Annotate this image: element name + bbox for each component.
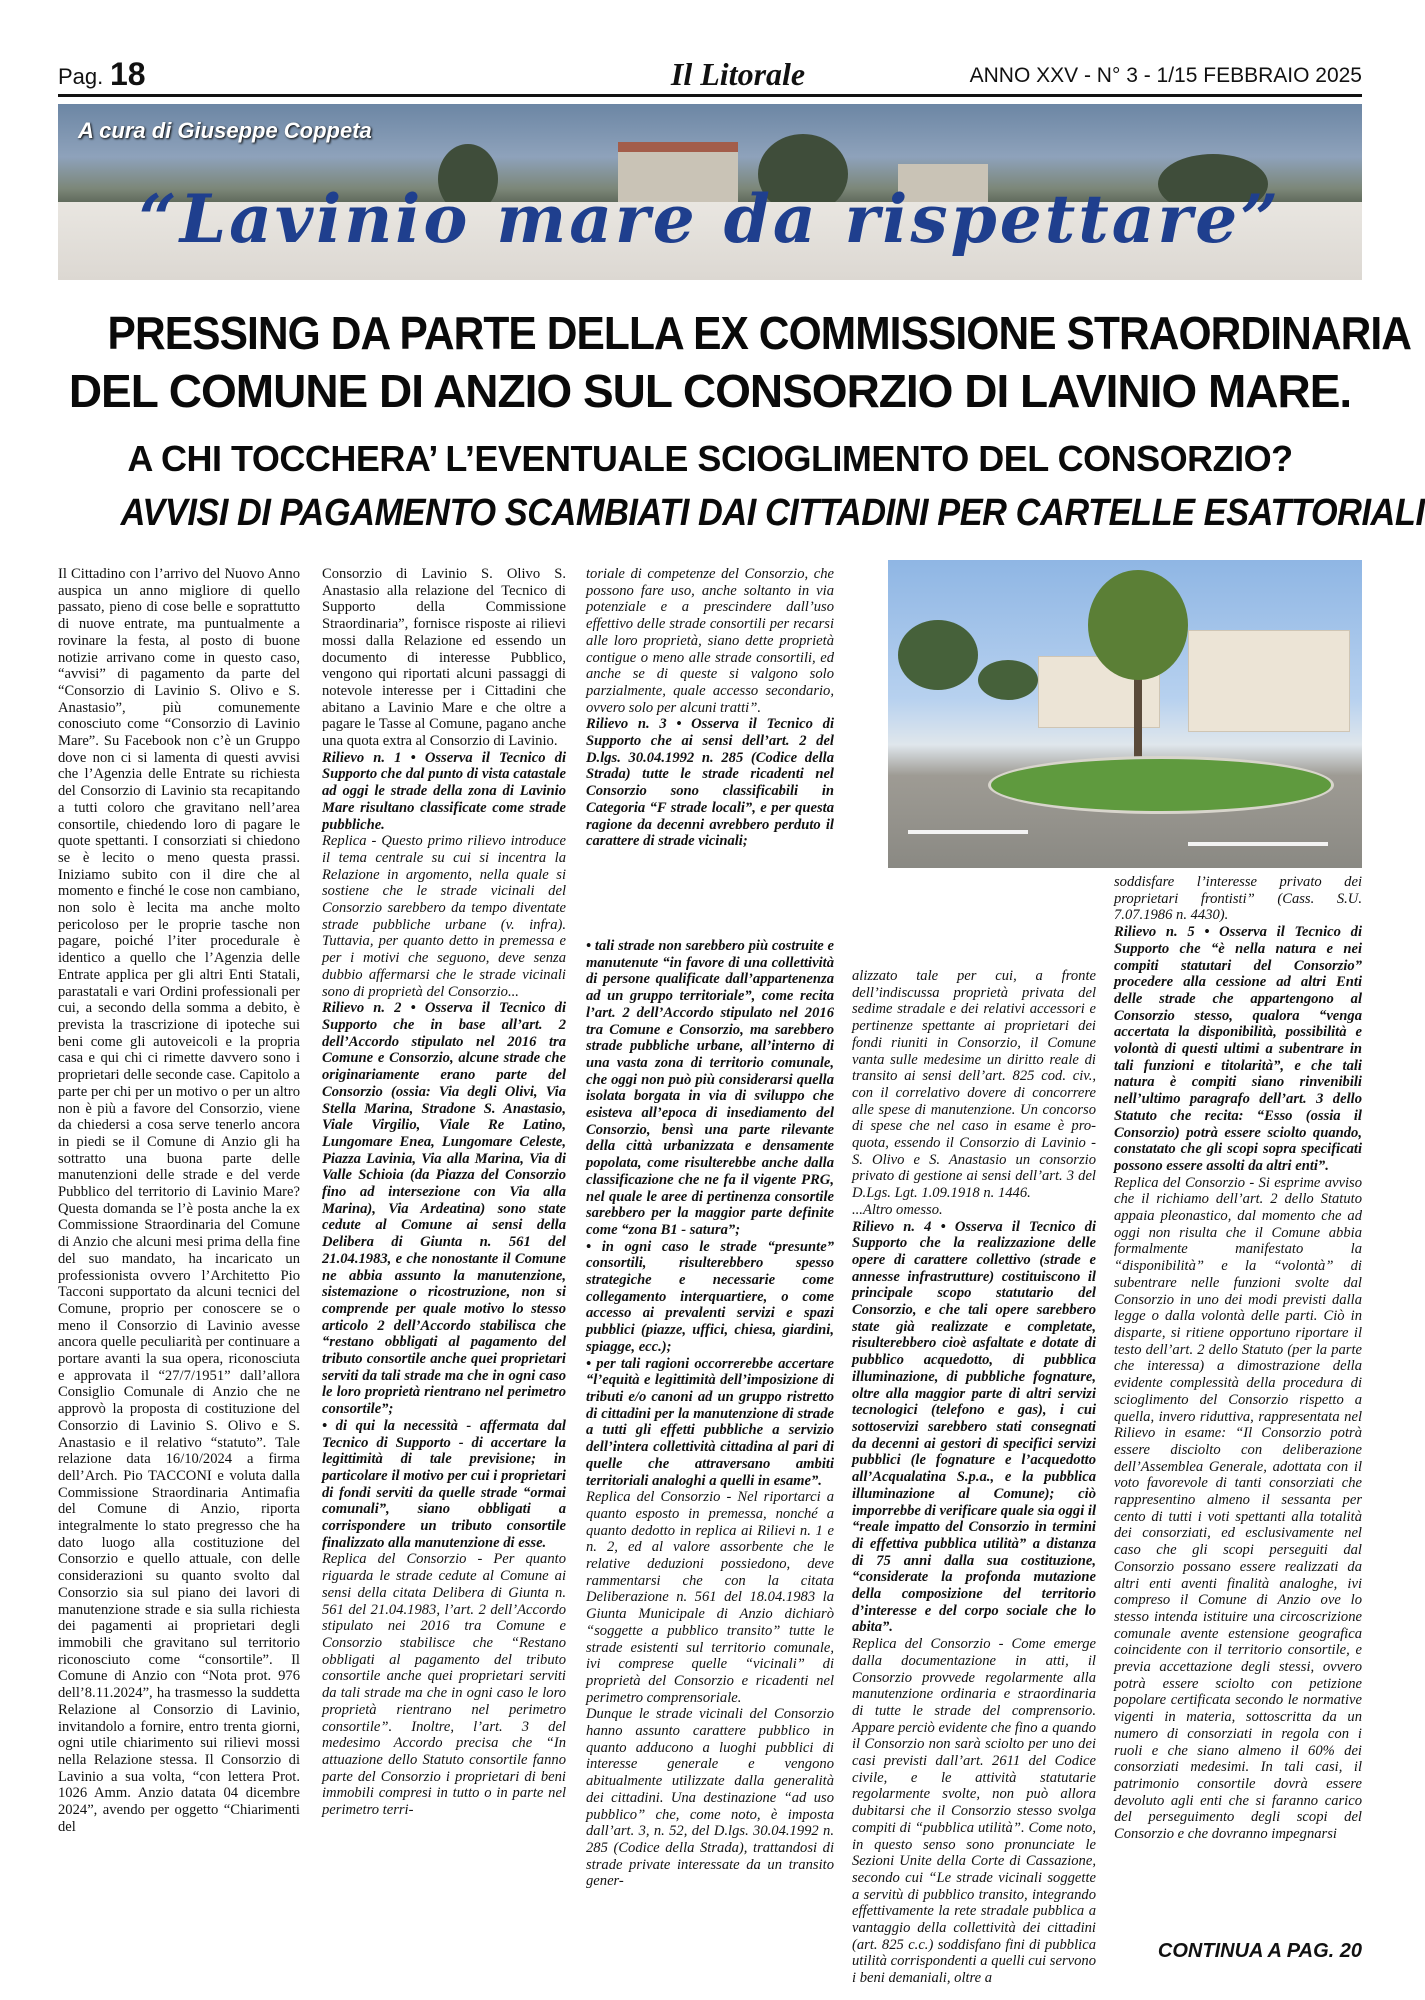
- rilievo-5: Rilievo n. 5 • Osserva il Tecnico di Supporto che “è nella natura e nei compiti statutari del Consorzio” procedere alla cessione ad altri Enti delle strade che appartengono al Consorzio stesso, qualora “venga accertata la disponibilità, possibilità e volontà di questi ultimi a subentrare in tali funzioni e titolarità”, e che tali natura è compiti siano rinvenibili nell’ultimo paragrafo dell’art. 3 dello Statuto che recita: “Esso (ossia il Consorzio) potrà essere sciolto quando, constatato che gli scopi sopra specificati possono essere assolti da altri enti”.: [1114, 924, 1362, 1174]
- rilievo-1: Rilievo n. 1 • Osserva il Tecnico di Supporto che dal punto di vista catastale ad oggi le strade della zona di Lavinio Mare risultano classificate come strade pubbliche.: [322, 749, 566, 833]
- paragraph: toriale di competenze del Consorzio, che possono fare uso, anche soltanto in via potenziale e a prescindere dall’uso effettivo delle strade consortili per recarsi alle loro proprietà, siano dette proprietà contigue o meno alle strade consortili, ed anche se di queste si valgono solo parzialmente, quale accesso secondario, ovvero solo per alcuni tratti”.: [586, 566, 834, 716]
- road-marking-icon: [1188, 842, 1328, 846]
- paragraph: soddisfare l’interesse privato dei proprietari frontisti” (Cass. S.U. 7.07.1986 n. 4430).: [1114, 874, 1362, 924]
- headline-line-1: PRESSING DA PARTE DELLA EX COMMISSIONE STRAORDINARIA: [107, 307, 1412, 359]
- replica-2: Replica del Consorzio - Per quanto riguarda le strade cedute al Comune ai sensi della citata Delibera di Giunta n. 561 del 21.04.1983, l’art. 2 dell’Accordo stipulato nei 2016 tra Comune e Consorzio stabilisce che “Restano obbligati al pagamento del tributo consortile anche quei proprietari serviti da tali strade ma che in ogni caso le loro proprietà rientrano nel perimetro consortile”. Inoltre, l’art. 3 del medesimo Accordo precisa che “In attuazione dello Statuto consortile fanno parte del Consorzio i proprietari di beni immobili compresi in tutto o in parte nel perimetro terri-: [322, 1551, 566, 1819]
- omission-note: ...Altro omesso.: [852, 1201, 943, 1218]
- replica-5: Replica del Consorzio - Si esprime avviso che il richiamo dell’art. 2 dello Statuto appaia pleonastico, dal momento che ad oggi non risulta che il Comune abbia formalmente manifestato la “disponibilità” e la “volontà” di subentrare nelle funzioni svolte dal Consorzio in uno dei modi previsti dalla legge o dalla volontà delle parti. Ciò in disparte, si ritiene opportuno riportare il testo dell’art. 2 dello Statuto (per la parte che interessa) a dimostrazione della evidente complessità della procedura di scioglimento del Consorzio rispetto a quella, invero riduttiva, rappresentata nel Rilievo in esame: “Il Consorzio potrà essere disciolto con deliberazione dell’Assemblea Generale, adottata con il voto favorevole di tanti consorziati che rappresentino almeno il sessanta per cento di tutti i voti spettanti alla totalità dei consorziati, ed esclusivamente nel caso che gli scopi perseguiti dal Consorzio possano essere realizzati da altri enti aventi finalità analoghe, ivi compreso il Comune di Anzio ove lo stesso intenda istituire una circoscrizione comunale avente estensione geografica coincidente con il territorio consortile, e previa accettazione degli stessi, ovvero potrà essere sciolto con petizione popolare certificata secondo le normative vigenti in materia, sottoscritta da un numero di consorziati in regola con i ruoli e che siano almeno il 60% dei consorziati medesimi. In tali casi, il patrimonio consortile dovrà essere devoluto agli enti che si faranno carico del perseguimento degli scopi del Consorzio e che dovranno impegnarsi: [1114, 1174, 1362, 1843]
- article-column-4: [852, 968, 1097, 1987]
- road-marking-icon: [908, 830, 1028, 834]
- replica-3: Replica del Consorzio - Nel riportarci a quanto esposto in premessa, nonché a quanto dedotto in replica ai Rilievi n. 1 e n. 2, ed al valore assorbente che le relative deduzioni possiedono, deve rammentarsi che con la citata Deliberazione n. 561 del 18.04.1983 la Giunta Municipale di Anzio dichiarò “soggette a pubblico transito” tutte le strade esistenti sul territorio comunale, ivi comprese quelle “vicinali” di proprietà del Consorzio e ricadenti nel perimetro comprensoriale.: [586, 1489, 834, 1706]
- rilievo-2-point: • di qui la necessità - affermata dal Tecnico di Supporto - di accertare la legittimità di tale previsione; in particolare il motivo per cui i proprietari di fondi serviti da quelle strade “ormai comunali”, siano obbligati a corrispondere un tributo consortile finalizzato alla manutenzione di esse.: [322, 1417, 566, 1551]
- paragraph: Dunque le strade vicinali del Consorzio hanno assunto carattere pubblico in quanto adducono a luoghi pubblici di interesse generale e vengono abitualmente utilizzate dalla generalità dei cittadini. Una destinazione “ad uso pubblico” che, come noto, è imposta dall’art. 3, n. 52, del D.lgs. 30.04.1992 n. 285 (Codice della Strada), trattandosi di strade private interessate da un transito gener-: [586, 1706, 834, 1890]
- banner-credit: A cura di Giuseppe Coppeta: [78, 118, 372, 143]
- article-column-1: [58, 566, 300, 1966]
- article-column-3-top: [586, 566, 834, 938]
- rilievo-3-point-1: • tali strade non sarebbero più costruite e manutenute “in favore di una collettività di persone qualificate dall’appartenenza ad un gruppo territoriale”, come recita l’art. 2 dell’Accordo stipulato nel 2016 tra Comune e Consorzio, ma sarebbero strade pubbliche urbane, all’interno di una vasta zona di territorio comunale, che oggi non può più considerarsi quella isolata borgata in via di sviluppo che esisteva all’epoca di insediamento del Consorzio, bensì una parte rilevante della città urbanizzata e densamente popolata, come risulterebbe anche dalla classificazione che ne fa il vigente PRG, nel quale le aree di pertinenza consortile sarebbero per la maggior parte definite come “zona B1 - satura”;: [586, 938, 834, 1238]
- pine-tree-icon: [978, 660, 1038, 700]
- headline-line-2: DEL COMUNE DI ANZIO SUL CONSORZIO DI LAVINIO MARE.: [68, 365, 1352, 417]
- article-column-3: [586, 938, 834, 1966]
- pine-tree-icon: [898, 620, 978, 690]
- replica-4: Replica del Consorzio - Come emerge dalla documentazione in atti, il Consorzio provvede regolarmente alla manutenzione ordinaria e straordinaria di tutte le strade del comprensorio. Appare perciò evidente che fino a quando il Consorzio non sarà sciolto per uno dei casi previsti dall’art. 2611 del Codice civile, e le attività statutarie regolarmente svolte, non può allora dubitarsi che il Consorzio stesso svolga compiti di “pubblica utilità”. Come noto, in questo senso sono pronunciate le Sezioni Unite della Corte di Cassazione, secondo cui “Le strade vicinali soggette a servitù di pubblico transito, integrando effettivamente la rete stradale pubblica a vantaggio della collettività dei cittadini (art. 825 c.c.) soddisfano fini di pubblica utilità corrispondenti a quelli cui servono i beni demaniali, oltre a: [852, 1636, 1096, 1987]
- paragraph: alizzato tale per cui, a fronte dell’indiscussa proprietà privata del sedime stradale e dei relativi accessori e pertinenze spettante ai proprietari dei fondi riuniti in Consorzio, il Comune vanta sulle medesime un diritto reale di transito ai sensi dell’art. 825 cod. civ., con il correlativo dovere di concorrere alle spese di manutenzione. Un concorso di spese che nel caso in esame è pro-quota, essendo il Consorzio di Lavinio - S. Olivo e S. Anastasio un consorzio privato di gestione ai sensi dell’art. 3 del D.Lgs. Lgt. 1.09.1918 n. 1446.: [852, 968, 1096, 1202]
- rilievo-2: Rilievo n. 2 • Osserva il Tecnico di Supporto che in base all’art. 2 dell’Accordo stipulato nel 2016 tra Comune e Consorzio, alcune strade che originariamente erano parte del Consorzio (ossia: Via degli Olivi, Via Stella Marina, Stradone S. Anastasio, Viale Virgilio, Viale Re Latino, Lungomare Enea, Lungomare Celeste, Piazza Lavinia, Via alla Marina, Via di Valle Schioia (da Piazza del Consorzio fino ad intersezione con Via alla Marina), Via Ardeatina) sono state cedute al Comune ai sensi della Delibera di Giunta n. 561 del 21.04.1983, e che nonostante il Comune ne abbia assunto la manutenzione, sistemazione o ricostruzione, non si comprende per quale motivo lo stesso articolo 2 dell’Accordo stabilisca che “restano obbligati al pagamento del tributo consortile anche quei proprietari serviti da tali strade ma che in ogni caso le loro proprietà rientrano nel perimetro consortile”;: [322, 1000, 566, 1418]
- article-photo: [888, 560, 1362, 868]
- banner-roof-icon: [618, 142, 738, 152]
- paragraph: Consorzio di Lavinio S. Olivo S. Anastasio alla relazione del Tecnico di Supporto della Commissione Straordinaria”, fornisce risposte ai rilievi mossi dalla Relazione ed essendo un documento di interesse Pubblico, vengono qui riportati alcuni passaggi di notevole interesse per i Cittadini che abitano a Lavinio Mare e che oltre a pagare le Tasse al Comune, pagano anche una quota extra al Consorzio di Lavinio.: [322, 566, 566, 750]
- section-banner: [58, 104, 1362, 280]
- rilievo-3: Rilievo n. 3 • Osserva il Tecnico di Supporto che ai sensi dell’art. 2 del D.lgs. 30.04.1992 n. 285 (Codice della Strada) tutte le strade ricadenti nel Consorzio sono classificabili in Categoria “F strade locali”, e per questa ragione da decenni avrebbero perduto il carattere di strade vicinali;: [586, 716, 834, 850]
- article-column-5: [1114, 874, 1362, 1926]
- page-header: [58, 56, 1362, 97]
- tree-trunk-icon: [1134, 670, 1142, 770]
- page-label: Pag.: [58, 64, 104, 89]
- paragraph: Il Cittadino con l’arrivo del Nuovo Anno auspica un anno migliore di quello passato, pieno di cose belle e soprattutto di nuove entrate, ma puntualmente a rovinare la festa, al posto di buone notizie arrivano come in questo caso, “avvisi” di pagamento da parte del “Consorzio di Lavinio S. Olivo e S. Anastasio”, più comunemente conosciuto come “Consorzio di Lavinio Mare”. Su Facebook non c’è un Gruppo dove non ci si lamenta di questi avvisi che l’Agenzia delle Entrate su richiesta del Consorzio di Lavinio sta recapitando a tutti coloro che gravitano nell’area consortile, chiedendo loro di pagare le quote spettanti. I consorziati si chiedono se è lecito o meno questa prassi. Iniziamo subito con il dire che al momento e finché le cose non cambiano, non solo è lecita ma anche molto pericoloso per le proprie tasche non pagare, poiché l’iter procedurale è identico a quello che l’Agenzia delle Entrate applica per gli altri Enti Statali, parastatali e vari Ordini professionali per cui, a secondo della somma a debito, è prevista la trascrizione di ipoteche sui beni come gli autoveicoli e la propria casa e qui chi ci rimette davvero sono i proprietari delle seconde case. Capitolo a parte per chi per un motivo o per un altro non è più a favore del Consorzio, viene da chiedersi a cosa serve tenerlo ancora in piedi se il Comune di Anzio gli ha sottratto una buona parte delle manutenzioni delle strade e del verde Pubblico del territorio di Lavinio Mare? Questa domanda se l’è posta anche la ex Commissione Straordinaria del Comune di Anzio che alcuni mesi prima della fine del suo mandato, ha incaricato un professionista ovvero l’Architetto Pio Tacconi supportato da alcuni tecnici del Comune, proprio per conoscere se o meno il Consorzio di Lavinio avesse ancora quelle peculiarità per continuare a portare avanti la sua opera, riconosciuta e approvata il “27/7/1951” dall’allora Consiglio Comunale di Anzio che ne approvò la proposta di costituzione del Consorzio di Lavinio S. Olivo e S. Anastasio e il relativo “statuto”. Tale relazione data 16/10/2024 a firma dell’Arch. Pio TACCONI e voluta dalla Commissione Straordinaria Antimafia del Comune di Anzio, riporta integralmente lo stato pregresso che ha dato luogo alla costituzione del Consorzio e quello attuale, con delle considerazioni su quanto svolto dal Consorzio sia sul piano dei lavori di manutenzione strade e sia sulla richiesta dei pagamenti ai proprietari degli immobili che gravitano sul territorio riconosciuto come “consortile”. Il Comune di Anzio con “Nota prot. 976 dell’8.11.2024”, ha trasmesso la suddetta Relazione al Consorzio di Lavinio, invitandolo a fornire, entro trenta giorni, ogni utile chiarimento sui rilievi mossi nella Relazione stessa. Il Consorzio di Lavinio a sua volta, “con lettera Prot. 1026 Amm. Anzio datata 04 dicembre 2024”, avendo per oggetto “Chiarimenti del: [58, 566, 300, 1835]
- rilievo-4: Rilievo n. 4 • Osserva il Tecnico di Supporto che la realizzazione delle opere di carattere collettivo (strade e annesse infrastrutture) costituiscono il principale scopo statutario del Consorzio, e che tali opere sarebbero state già realizzate e completate, risulterebbero cioè asfaltate e dotate di pubblico acquedotto, di pubblica illuminazione, di pubbliche fognature, oltre alla maggior parte di altri servizi tecnologici (telefono e gas), i cui sottoservizi sarebbero stati consegnati da decenni ai gestori di specifici servizi pubblici (le fognature e l’acquedotto all’Acqualatina S.p.a., e la pubblica illuminazione al Comune); ciò imporrebbe di verificare quale sia oggi il “reale impatto del Consorzio in termini di effettiva pubblica utilità” a distanza di 75 anni dalla sua costituzione, “considerate la profonda mutazione della composizione del territorio d’interesse e del corpo sociale che lo abita”.: [852, 1218, 1097, 1636]
- continued-on-page: CONTINUA A PAG. 20: [1157, 1940, 1362, 1962]
- banner-slogan: “Lavinio mare da rispettare”: [138, 180, 1282, 258]
- kicker-headline: AVVISI DI PAGAMENTO SCAMBIATI DAI CITTADINI PER CARTELLE ESATTORIALI: [120, 492, 1425, 534]
- roundabout-icon: [988, 756, 1334, 814]
- replica-1: Replica - Questo primo rilievo introduce il tema centrale su cui si incentra la Relazione in argomento, nella quale si sostiene che le strade vicinali del Consorzio sarebbero da tempo diventate strade pubbliche urbane (v. infra). Tuttavia, per quanto detto in premessa e per i motivi che seguono, deve senza dubbio affermarsi che le strade vicinali sono di proprietà del Consorzio...: [322, 833, 566, 1000]
- subheadline: A CHI TOCCHERA’ L’EVENTUALE SCIOGLIMENTO DEL CONSORZIO?: [127, 438, 1293, 479]
- rilievo-3-point-3: • per tali ragioni occorrerebbe accertare “l’equità e legittimità dell’imposizione di tributi e/o canoni ad un gruppo ristretto di cittadini per la manutenzione di strade a tutti gli effetti pubbliche a servizio dell’intera collettività cittadina al pari di quelle che attraversano ambiti territoriali analoghi a quelli in esame”.: [586, 1355, 834, 1489]
- house-icon: [1188, 630, 1350, 732]
- rilievo-3-point-2: • in ogni caso le strade “presunte” consortili, risulterebbero spesso strategiche e necessarie come collegamento interquartiere, o come accesso ai prevalenti servizi e spazi pubblici (piazze, uffici, chiesa, giardini, spiagge, ecc.);: [586, 1238, 834, 1355]
- tree-icon: [1088, 570, 1188, 680]
- article-column-2: [322, 566, 566, 1966]
- masthead: Il Litorale: [670, 56, 806, 92]
- issue-info: ANNO XXV - N° 3 - 1/15 FEBBRAIO 2025: [969, 64, 1362, 87]
- page-number: 18: [110, 56, 146, 92]
